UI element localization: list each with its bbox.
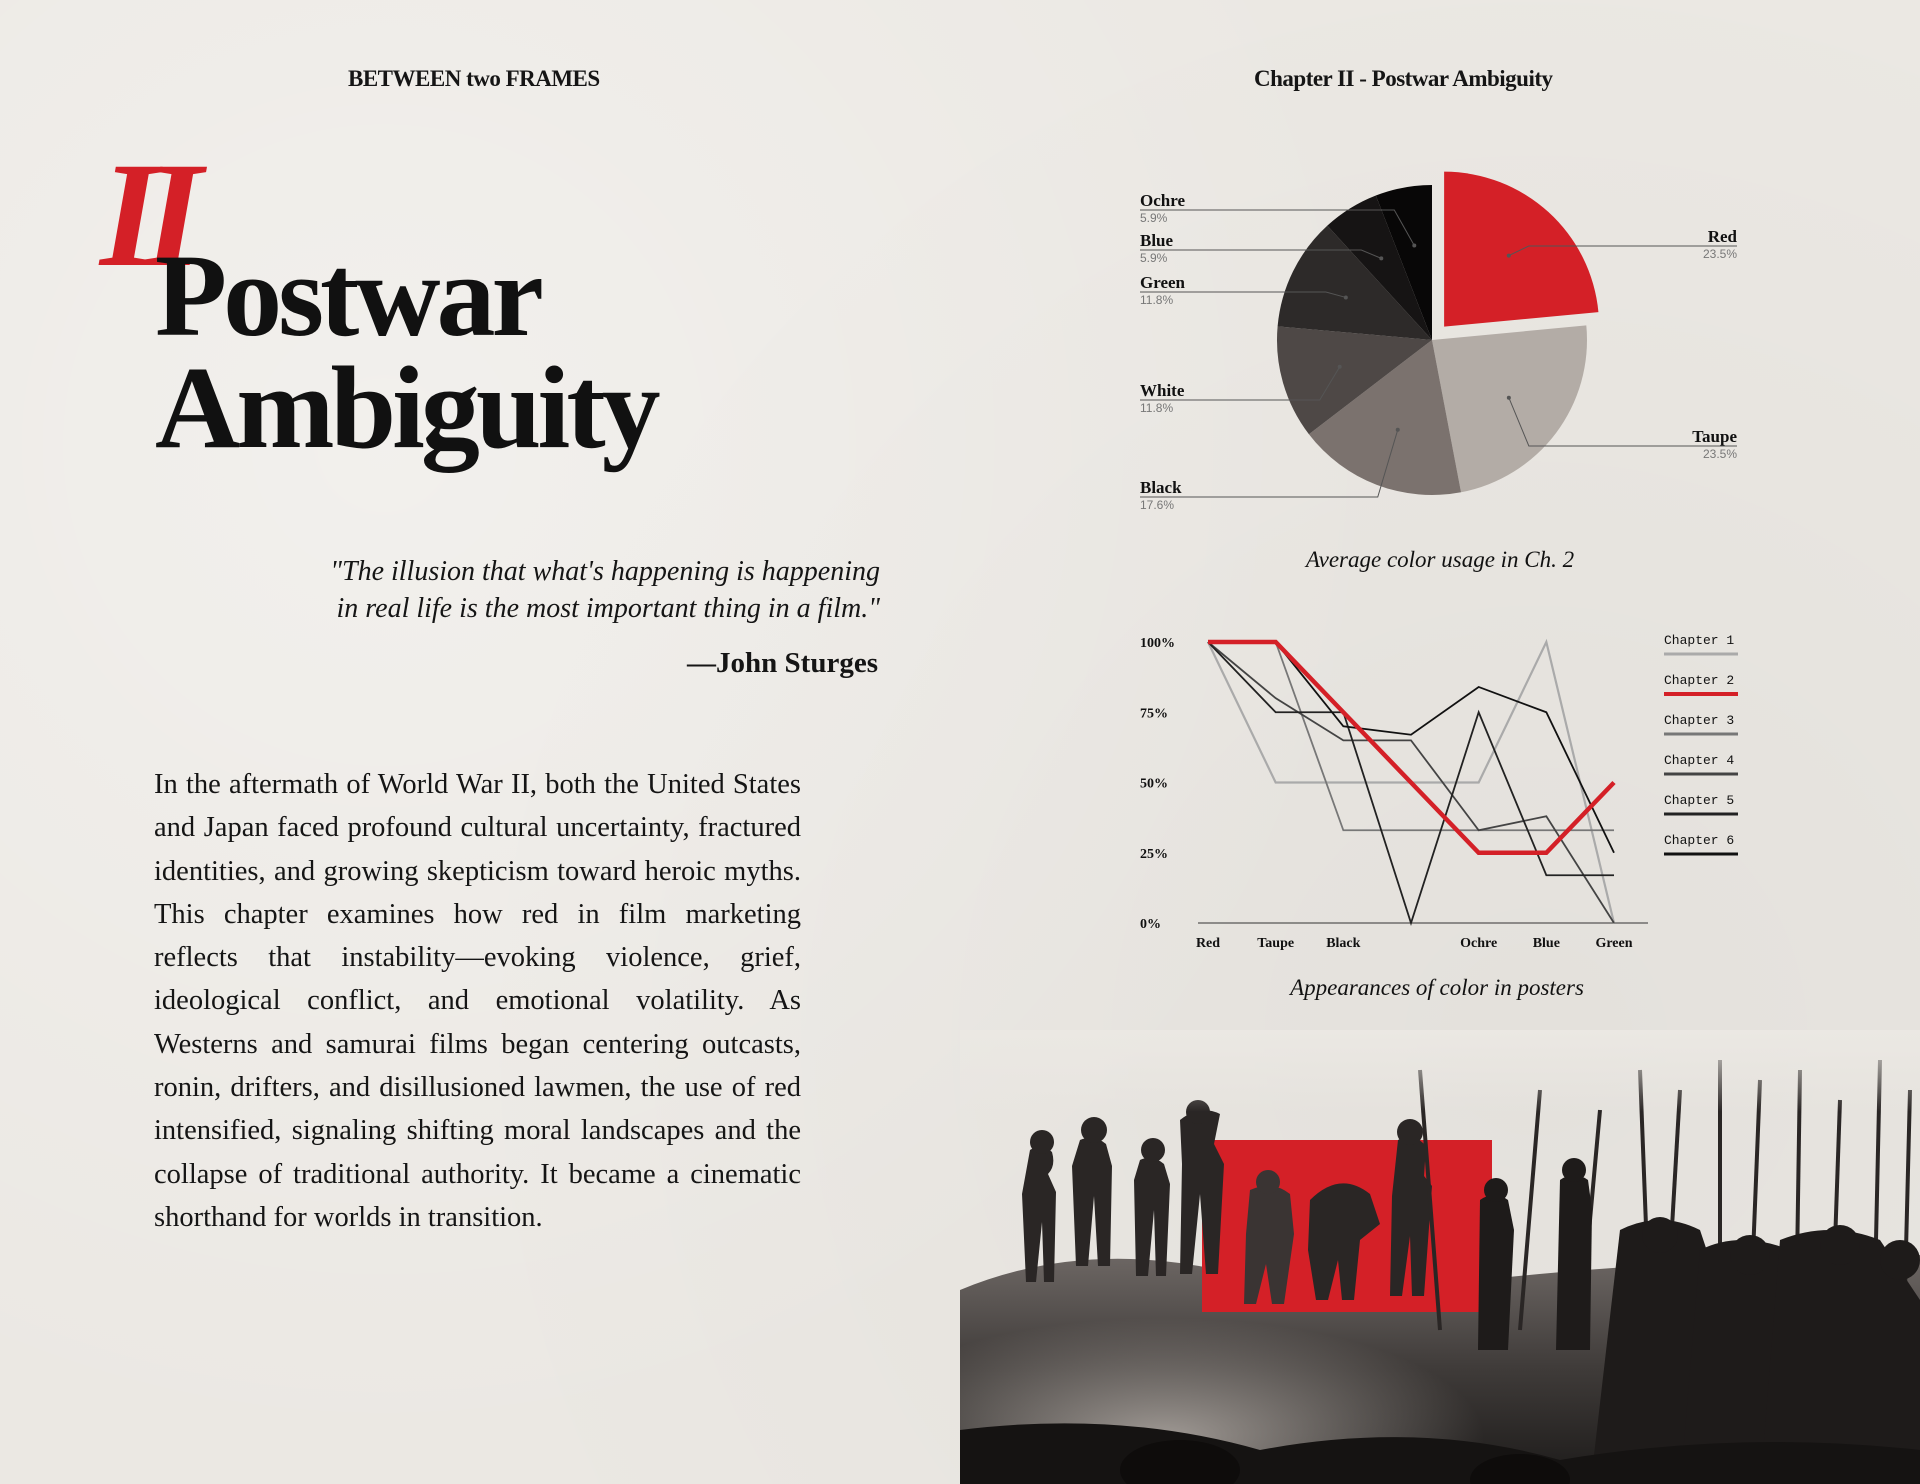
- film-still-photo: [960, 1030, 1920, 1484]
- y-tick-75: 75%: [1140, 706, 1168, 722]
- series-line-chapter-4: [1208, 642, 1614, 923]
- pie-slice-green: [1278, 226, 1432, 340]
- pie-leader-dot-white: [1338, 365, 1342, 369]
- y-tick-50: 50%: [1140, 776, 1168, 792]
- pie-leader-dot-ochre: [1412, 244, 1416, 248]
- pie-label-blue: Blue: [1140, 231, 1174, 250]
- pie-label-white: White: [1140, 381, 1185, 400]
- pie-label-black: Black: [1140, 478, 1182, 497]
- pie-slice-black: [1309, 340, 1461, 495]
- x-tick-black: Black: [1326, 936, 1361, 951]
- line-chart-caption: Appearances of color in posters: [1290, 975, 1584, 1000]
- running-head-right: Chapter II - Postwar Ambiguity: [1254, 66, 1553, 91]
- pie-slice-red: [1444, 172, 1598, 327]
- x-tick-red: Red: [1195, 936, 1221, 951]
- pie-value-green: 11.8%: [1140, 293, 1174, 307]
- pie-value-blue: 5.9%: [1140, 251, 1168, 265]
- pie-value-black: 17.6%: [1140, 498, 1175, 512]
- pie-slice-white: [1277, 326, 1432, 434]
- pie-value-taupe: 23.5%: [1702, 447, 1737, 461]
- legend-label-chapter-2: Chapter 2: [1664, 673, 1735, 688]
- legend-label-chapter-1: Chapter 1: [1664, 633, 1735, 648]
- series-line-chapter-1: [1208, 642, 1614, 923]
- x-tick-taupe: Taupe: [1257, 936, 1295, 951]
- pie-label-red: Red: [1707, 227, 1737, 246]
- pie-leader-dot-taupe: [1507, 396, 1511, 400]
- pie-leader-taupe: [1509, 398, 1737, 446]
- pull-quote-line-2: in real life is the most important thing in a film.": [336, 593, 880, 624]
- pie-value-red: 23.5%: [1702, 247, 1737, 261]
- chapter-numeral: II: [100, 132, 189, 298]
- series-line-chapter-6: [1208, 642, 1614, 853]
- pie-leader-black: [1140, 430, 1398, 497]
- chapter-title-line-1: Postwar: [155, 230, 540, 361]
- quote-author: —John Sturges: [687, 647, 878, 679]
- pie-value-white: 11.8%: [1140, 401, 1174, 415]
- pie-chart-caption: Average color usage in Ch. 2: [1305, 547, 1575, 572]
- pie-label-taupe: Taupe: [1692, 427, 1737, 446]
- legend-label-chapter-3: Chapter 3: [1664, 713, 1735, 728]
- y-tick-25: 25%: [1140, 846, 1168, 862]
- pie-leader-dot-black: [1396, 428, 1400, 432]
- pie-leader-white: [1140, 367, 1340, 400]
- pie-leader-dot-red: [1507, 254, 1511, 258]
- series-line-chapter-3: [1208, 642, 1614, 830]
- chapter-title-line-2: Ambiguity: [155, 342, 657, 473]
- legend-label-chapter-4: Chapter 4: [1664, 753, 1735, 768]
- pie-leader-dot-blue: [1379, 256, 1383, 260]
- pie-leader-blue: [1140, 250, 1381, 258]
- pull-quote: [200, 553, 880, 627]
- pie-leader-green: [1140, 292, 1346, 297]
- chapter-title: [155, 230, 657, 473]
- pie-leader-red: [1509, 246, 1737, 256]
- x-tick-blue: Blue: [1532, 936, 1560, 951]
- x-tick-green: Green: [1595, 936, 1633, 951]
- y-tick-100: 100%: [1140, 636, 1175, 651]
- y-tick-0: 0%: [1140, 917, 1161, 932]
- pie-slice-taupe: [1432, 325, 1587, 492]
- line-chart: [1140, 633, 1738, 951]
- pie-slice-blue: [1327, 196, 1432, 340]
- pie-leader-ochre: [1140, 210, 1414, 246]
- pie-value-ochre: 5.9%: [1140, 211, 1168, 225]
- legend-label-chapter-5: Chapter 5: [1664, 793, 1735, 808]
- legend-label-chapter-6: Chapter 6: [1664, 833, 1735, 848]
- pie-label-ochre: Ochre: [1140, 191, 1186, 210]
- pie-label-green: Green: [1140, 273, 1186, 292]
- pull-quote-line-1: "The illusion that what's happening is happening: [330, 556, 880, 587]
- running-head-left: BETWEEN two FRAMES: [348, 66, 600, 91]
- pie-slice-ochre: [1376, 185, 1432, 340]
- x-tick-ochre: Ochre: [1460, 936, 1498, 951]
- pie-leader-dot-green: [1344, 295, 1348, 299]
- pie-chart: [1140, 172, 1738, 512]
- series-line-chapter-5: [1208, 642, 1614, 923]
- series-line-chapter-2: [1208, 642, 1614, 853]
- body-paragraph: In the aftermath of World War II, both the United States and Japan faced profound cultural uncertainty, fractured identities, and growing skepticism toward heroic myths. This chapter examines how red in film marketing reflects that instability—evoking violence, grief, ideological conflict, and emotional volatility. As Westerns and samurai films began centering outcasts, ronin, drifters, and disillusioned lawmen, the use of red intensified, signaling shifting moral landscapes and the collapse of traditional authority. It became a cinematic shorthand for worlds in transition.: [154, 769, 801, 1233]
